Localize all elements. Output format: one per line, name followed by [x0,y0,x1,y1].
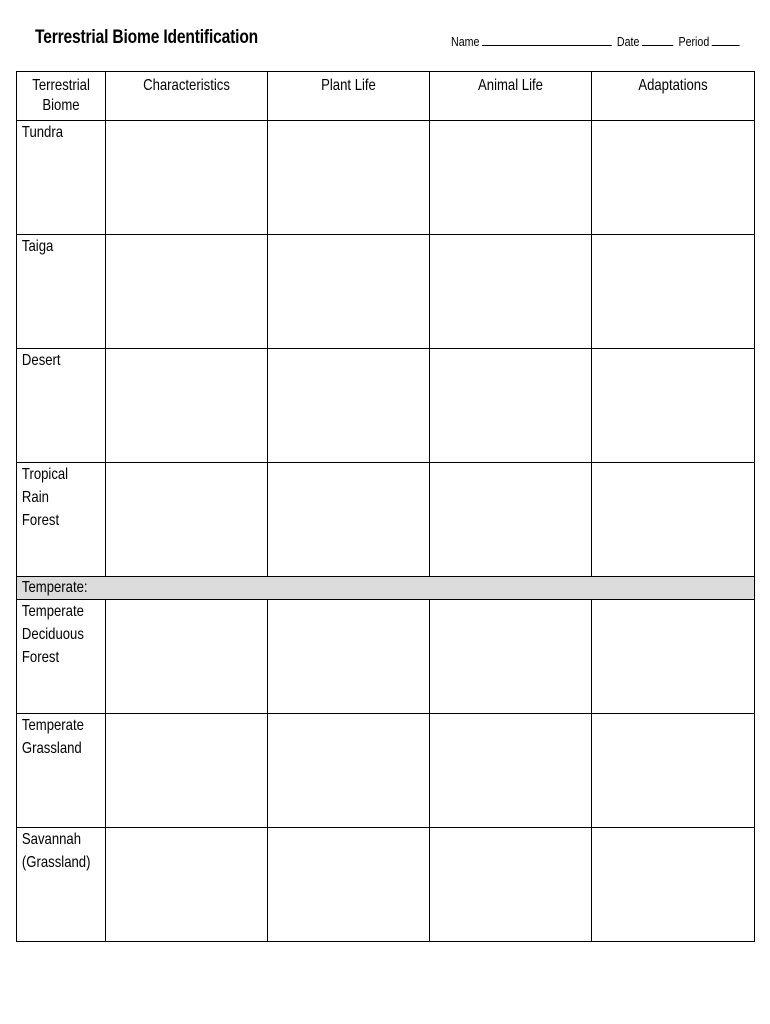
biome-name-cell: Savannah (Grassland) [17,828,106,942]
date-label: Date [616,34,640,49]
table-row-desert [17,349,755,463]
characteristics-cell[interactable] [106,828,268,942]
characteristics-cell[interactable] [106,121,268,235]
header-terrestrial-biome: Terrestrial Biome [17,72,106,121]
characteristics-cell[interactable] [106,235,268,349]
period-blank[interactable] [712,33,740,46]
animal-life-cell[interactable] [430,349,592,463]
table-row-temperate-grassland [17,714,755,828]
table-row-tundra [17,121,755,235]
period-label: Period [678,34,710,49]
student-info-fields [451,33,742,49]
biome-table [16,71,755,942]
animal-life-cell[interactable] [430,235,592,349]
section-row-temperate [17,577,755,600]
adaptations-cell[interactable] [592,121,755,235]
plant-life-cell[interactable] [268,828,430,942]
adaptations-cell[interactable] [592,600,755,714]
adaptations-cell[interactable] [592,828,755,942]
name-blank[interactable] [482,33,612,46]
adaptations-cell[interactable] [592,714,755,828]
biome-name-cell: Taiga [17,235,106,349]
adaptations-cell[interactable] [592,349,755,463]
header-characteristics: Characteristics [106,72,268,121]
characteristics-cell[interactable] [106,714,268,828]
plant-life-cell[interactable] [268,463,430,577]
table-row-temperate-deciduous-forest [17,600,755,714]
header-adaptations: Adaptations [592,72,755,121]
adaptations-cell[interactable] [592,235,755,349]
biome-name-cell: Tropical Rain Forest [17,463,106,577]
header-plant-life: Plant Life [268,72,430,121]
date-blank[interactable] [642,33,673,46]
worksheet-title: Terrestrial Biome Identification [35,27,259,48]
table-row-taiga [17,235,755,349]
characteristics-cell[interactable] [106,463,268,577]
characteristics-cell[interactable] [106,600,268,714]
table-row-savannah [17,828,755,942]
animal-life-cell[interactable] [430,828,592,942]
characteristics-cell[interactable] [106,349,268,463]
plant-life-cell[interactable] [268,349,430,463]
animal-life-cell[interactable] [430,463,592,577]
plant-life-cell[interactable] [268,235,430,349]
plant-life-cell[interactable] [268,121,430,235]
name-label: Name [451,34,480,49]
plant-life-cell[interactable] [268,600,430,714]
biome-name-cell: Temperate Grassland [17,714,106,828]
table-row-tropical-rain-forest [17,463,755,577]
animal-life-cell[interactable] [430,121,592,235]
biome-name-cell: Temperate Deciduous Forest [17,600,106,714]
biome-name-cell: Desert [17,349,106,463]
table-header-row [17,72,755,121]
header-animal-life: Animal Life [430,72,592,121]
adaptations-cell[interactable] [592,463,755,577]
section-label-cell: Temperate: [17,577,755,600]
animal-life-cell[interactable] [430,714,592,828]
animal-life-cell[interactable] [430,600,592,714]
biome-name-cell: Tundra [17,121,106,235]
plant-life-cell[interactable] [268,714,430,828]
